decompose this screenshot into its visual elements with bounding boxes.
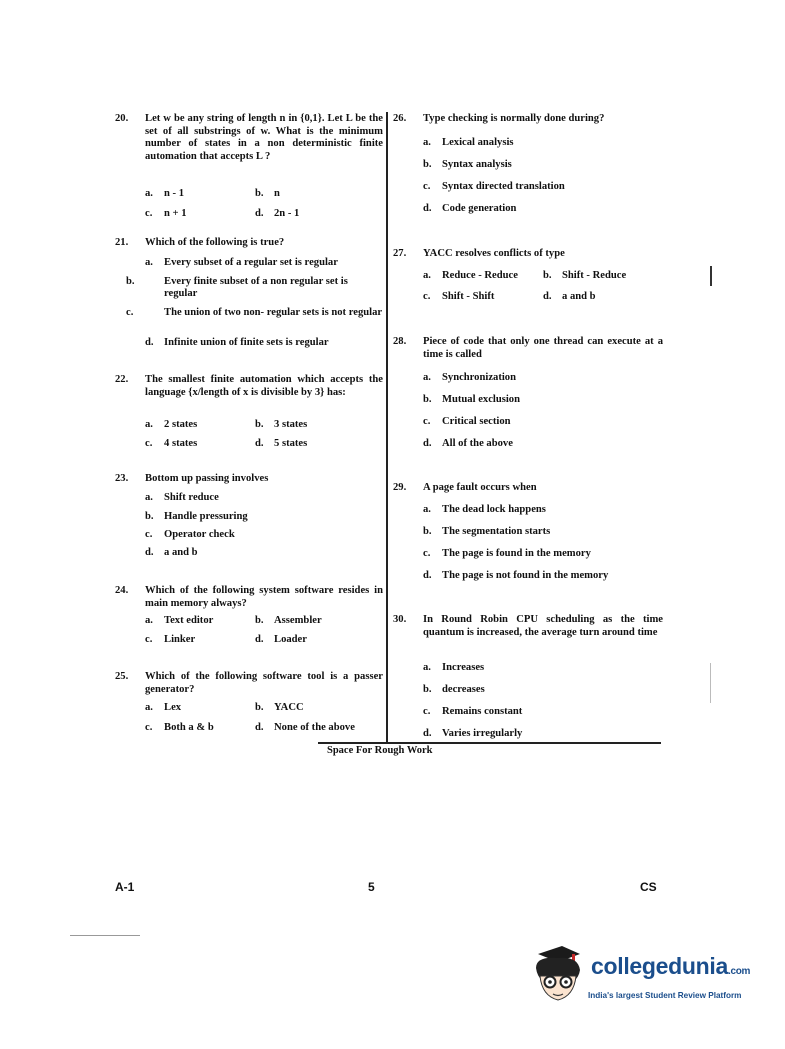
- option-d: d. 2n - 1: [255, 208, 300, 219]
- question-26: [393, 113, 663, 214]
- option-c: c. The page is found in the memory: [423, 548, 591, 559]
- question-number: 23.: [115, 473, 129, 484]
- option-c: c. Shift - Shift: [423, 291, 495, 302]
- option-c: c. n + 1: [145, 208, 187, 219]
- option-b: b. 3 states: [255, 419, 308, 430]
- question-number: 24.: [115, 585, 129, 596]
- option-c: c. The union of two non- regular sets is not regular: [126, 307, 383, 318]
- question-number: 27.: [393, 248, 407, 259]
- question-number: 26.: [393, 113, 407, 124]
- question-21: [115, 237, 383, 348]
- question-25: [115, 671, 383, 733]
- option-b: b. Syntax analysis: [423, 159, 512, 170]
- option-a: a. Text editor: [145, 615, 214, 626]
- option-b: b. Assembler: [255, 615, 322, 626]
- option-a: a. n - 1: [145, 188, 185, 199]
- question-number: 21.: [115, 237, 129, 248]
- question-text: The smallest finite automation which accepts the language {x/length of x is divisible by 3} has:: [145, 374, 383, 398]
- question-27: [393, 248, 663, 302]
- option-c: c. 4 states: [145, 438, 198, 449]
- subject-code: CS: [640, 880, 657, 894]
- option-c: c. Remains constant: [423, 706, 523, 717]
- question-number: 22.: [115, 374, 129, 385]
- option-b: b. Every finite subset of a non regular set is regular: [126, 276, 348, 299]
- option-c: c. Operator check: [145, 529, 235, 540]
- question-22: [115, 374, 383, 449]
- option-c: c. Both a & b: [145, 722, 214, 733]
- option-d: d. Varies irregularly: [423, 728, 523, 739]
- question-24: [115, 585, 383, 645]
- option-d: d. a and b: [543, 291, 596, 302]
- option-d: d. Code generation: [423, 203, 517, 214]
- page-number: 5: [368, 880, 375, 894]
- option-d: d. Loader: [255, 634, 307, 645]
- question-text: Type checking is normally done during?: [423, 113, 605, 124]
- question-text: Bottom up passing involves: [145, 473, 269, 484]
- option-c: c. Syntax directed translation: [423, 181, 565, 192]
- question-28: [393, 336, 663, 449]
- question-23: [115, 473, 383, 558]
- option-a: a. Shift reduce: [145, 492, 219, 503]
- option-d: d. a and b: [145, 547, 198, 558]
- option-d: d. The page is not found in the memory: [423, 570, 609, 581]
- question-number: 30.: [393, 614, 407, 625]
- option-b: b. Handle pressuring: [145, 511, 248, 522]
- option-b: b. The segmentation starts: [423, 526, 551, 537]
- option-d: d. All of the above: [423, 438, 513, 449]
- scan-mark: [710, 266, 712, 286]
- rough-work-rule: [318, 742, 661, 744]
- footer-code: A-1: [115, 880, 135, 894]
- question-number: 25.: [115, 671, 129, 682]
- question-text: Let w be any string of length n in {0,1}. Let L be the set of all substrings of w. What is the minimum number of states in a non deterministic finite automation that accepts L ?: [145, 113, 383, 162]
- option-b: b. n: [255, 188, 280, 199]
- option-b: b. Mutual exclusion: [423, 394, 520, 405]
- option-a: a. The dead lock happens: [423, 504, 546, 515]
- option-b: b. Shift - Reduce: [543, 270, 627, 281]
- question-text: A page fault occurs when: [423, 482, 537, 493]
- question-text: YACC resolves conflicts of type: [423, 248, 565, 259]
- question-text: In Round Robin CPU scheduling as the time quantum is increased, the average turn around time: [423, 614, 663, 638]
- option-a: a. 2 states: [145, 419, 198, 430]
- collegedunia-logo: [528, 940, 758, 1014]
- question-text: Which of the following system software resides in main memory always?: [145, 585, 383, 609]
- question-number: 29.: [393, 482, 407, 493]
- question-text: Piece of code that only one thread can execute at a time is called: [423, 336, 663, 360]
- question-text: Which of the following software tool is a passer generator?: [145, 671, 383, 695]
- option-b: b. decreases: [423, 684, 485, 695]
- option-a: a. Lexical analysis: [423, 137, 514, 148]
- option-c: c. Linker: [145, 634, 196, 645]
- scan-mark: [70, 935, 140, 936]
- rough-work-label: Space For Rough Work: [327, 745, 433, 756]
- option-a: a. Lex: [145, 702, 182, 713]
- option-d: d. Infinite union of finite sets is regular: [145, 337, 329, 348]
- option-a: a. Every subset of a regular set is regular: [145, 257, 338, 268]
- option-b: b. YACC: [255, 702, 304, 713]
- brand-name: collegedunia.com: [591, 953, 751, 979]
- scan-mark: [710, 663, 711, 703]
- brand-tagline: India's largest Student Review Platform: [588, 991, 742, 1000]
- question-number: 20.: [115, 113, 129, 124]
- option-d: d. 5 states: [255, 438, 308, 449]
- question-29: [393, 482, 663, 581]
- question-20: [115, 113, 383, 219]
- option-a: a. Reduce - Reduce: [423, 270, 518, 281]
- option-d: d. None of the above: [255, 722, 355, 733]
- mascot-icon: [528, 940, 588, 1010]
- column-divider: [386, 112, 388, 744]
- question-number: 28.: [393, 336, 407, 347]
- question-30: [393, 614, 663, 739]
- option-a: a. Increases: [423, 662, 485, 673]
- option-a: a. Synchronization: [423, 372, 516, 383]
- question-text: Which of the following is true?: [145, 237, 285, 248]
- option-c: c. Critical section: [423, 416, 511, 427]
